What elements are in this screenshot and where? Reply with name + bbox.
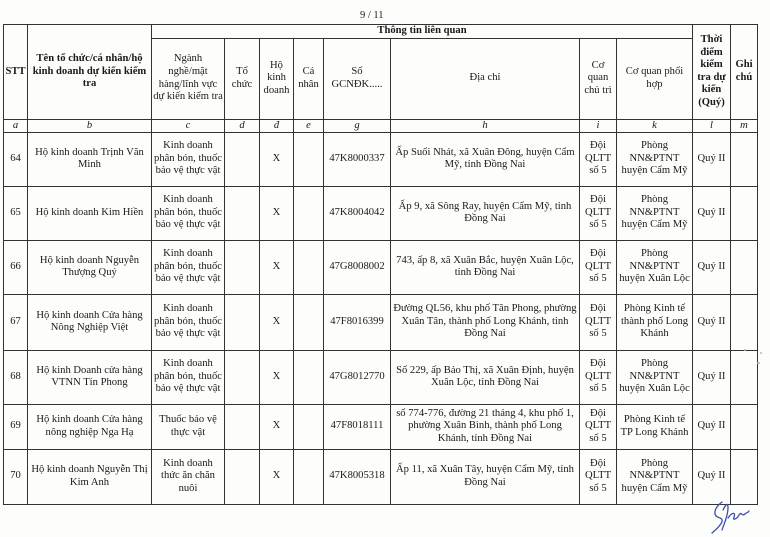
time-cell: Quý II xyxy=(693,132,731,186)
stt-cell: 67 xyxy=(4,294,28,350)
to-chuc-cell xyxy=(225,404,260,449)
address-cell: 743, ấp 8, xã Xuân Bắc, huyện Xuân Lộc, tỉnh Đồng Nai xyxy=(391,240,580,294)
header-note: Ghi chú xyxy=(731,25,758,120)
name-cell: Hộ kinh Doanh cửa hàng VTNN Tín Phong xyxy=(28,350,152,404)
header-to-chuc: Tổ chức xyxy=(225,38,260,119)
table-row xyxy=(4,186,758,240)
field-cell: Kinh doanh phân bón, thuốc bảo vệ thực vật xyxy=(152,294,225,350)
col-letter: g xyxy=(324,119,391,132)
header-ho-kinh-doanh: Hộ kinh doanh xyxy=(260,38,294,119)
address-cell: Đường QL56, khu phố Tân Phong, phường Xuân Tân, thành phố Long Khánh, tỉnh Đồng Nai xyxy=(391,294,580,350)
coop-agency-cell: Phòng NN&PTNT huyện Cẩm Mỹ xyxy=(617,186,693,240)
scan-speck xyxy=(757,362,760,364)
table-row xyxy=(4,350,758,404)
note-cell xyxy=(731,240,758,294)
field-cell: Kinh doanh phân bón, thuốc bảo vệ thực vật xyxy=(152,350,225,404)
page-number: 9 / 11 xyxy=(360,10,384,21)
header-related-info: Thông tin liên quan xyxy=(152,25,693,39)
coop-agency-cell: Phòng NN&PTNT huyện Cẩm Mỹ xyxy=(617,449,693,504)
name-cell: Hộ kinh doanh Nguyễn Thượng Quý xyxy=(28,240,152,294)
time-cell: Quý II xyxy=(693,404,731,449)
ho-kinh-doanh-cell: X xyxy=(260,132,294,186)
note-cell xyxy=(731,294,758,350)
col-letter: k xyxy=(617,119,693,132)
gcndk-cell: 47G8012770 xyxy=(324,350,391,404)
header-time: Thời điểm kiểm tra dự kiến (Quý) xyxy=(693,25,731,120)
lead-agency-cell: Đội QLTT số 5 xyxy=(580,294,617,350)
gcndk-cell: 47K8005318 xyxy=(324,449,391,504)
table-row xyxy=(4,449,758,504)
ho-kinh-doanh-cell: X xyxy=(260,240,294,294)
col-letter: i xyxy=(580,119,617,132)
name-cell: Hộ kinh doanh Kim Hiền xyxy=(28,186,152,240)
col-letter: l xyxy=(693,119,731,132)
note-cell xyxy=(731,132,758,186)
header-field: Ngành nghề/mặt hàng/lĩnh vực dự kiến kiểm tra xyxy=(152,38,225,119)
table-row xyxy=(4,132,758,186)
table-row xyxy=(4,294,758,350)
name-cell: Hộ kinh doanh Nguyễn Thị Kim Anh xyxy=(28,449,152,504)
stt-cell: 69 xyxy=(4,404,28,449)
to-chuc-cell xyxy=(225,294,260,350)
field-cell: Kinh doanh phân bón, thuốc bảo vệ thực vật xyxy=(152,132,225,186)
to-chuc-cell xyxy=(225,132,260,186)
ca-nhan-cell xyxy=(294,132,324,186)
field-cell: Thuốc bảo vệ thực vật xyxy=(152,404,225,449)
lead-agency-cell: Đội QLTT số 5 xyxy=(580,132,617,186)
scan-speck xyxy=(760,352,762,354)
lead-agency-cell: Đội QLTT số 5 xyxy=(580,240,617,294)
header-ca-nhan: Cá nhân xyxy=(294,38,324,119)
note-cell xyxy=(731,186,758,240)
field-cell: Kinh doanh phân bón, thuốc bảo vệ thực vật xyxy=(152,186,225,240)
note-cell xyxy=(731,350,758,404)
note-cell xyxy=(731,449,758,504)
address-cell: Ấp Suối Nhát, xã Xuân Đông, huyện Cẩm Mỹ, tỉnh Đồng Nai xyxy=(391,132,580,186)
ho-kinh-doanh-cell: X xyxy=(260,294,294,350)
ho-kinh-doanh-cell: X xyxy=(260,449,294,504)
to-chuc-cell xyxy=(225,240,260,294)
name-cell: Hộ kinh doanh Cửa hàng nông nghiệp Nga Hạ xyxy=(28,404,152,449)
lead-agency-cell: Đội QLTT số 5 xyxy=(580,404,617,449)
header-stt: STT xyxy=(4,25,28,120)
col-letter: b xyxy=(28,119,152,132)
stt-cell: 65 xyxy=(4,186,28,240)
coop-agency-cell: Phòng Kinh tế thành phố Long Khánh xyxy=(617,294,693,350)
address-cell: số 774-776, đường 21 tháng 4, khu phố 1, phường Xuân Bình, thành phố Long Khánh, tỉnh Đồng Nai xyxy=(391,404,580,449)
name-cell: Hộ kinh doanh Cửa hàng Nông Nghiệp Việt xyxy=(28,294,152,350)
col-letter: m xyxy=(731,119,758,132)
time-cell: Quý II xyxy=(693,186,731,240)
ca-nhan-cell xyxy=(294,294,324,350)
table-row xyxy=(4,240,758,294)
header-address: Địa chỉ xyxy=(391,38,580,119)
header-name: Tên tổ chức/cá nhân/hộ kinh doanh dự kiến kiểm tra xyxy=(28,25,152,120)
stt-cell: 70 xyxy=(4,449,28,504)
col-letter: đ xyxy=(260,119,294,132)
header-lead-agency: Cơ quan chủ trì xyxy=(580,38,617,119)
gcndk-cell: 47F8018111 xyxy=(324,404,391,449)
col-letter: c xyxy=(152,119,225,132)
header-gcndk: Số GCNĐK..... xyxy=(324,38,391,119)
lead-agency-cell: Đội QLTT số 5 xyxy=(580,449,617,504)
column-letter-row xyxy=(4,119,758,132)
time-cell: Quý II xyxy=(693,294,731,350)
address-cell: Ấp 11, xã Xuân Tây, huyện Cẩm Mỹ, tỉnh Đồng Nai xyxy=(391,449,580,504)
ca-nhan-cell xyxy=(294,350,324,404)
gcndk-cell: 47K8000337 xyxy=(324,132,391,186)
lead-agency-cell: Đội QLTT số 5 xyxy=(580,350,617,404)
lead-agency-cell: Đội QLTT số 5 xyxy=(580,186,617,240)
header-coop-agency: Cơ quan phối hợp xyxy=(617,38,693,119)
to-chuc-cell xyxy=(225,449,260,504)
inspection-table xyxy=(3,24,758,505)
ho-kinh-doanh-cell: X xyxy=(260,404,294,449)
to-chuc-cell xyxy=(225,350,260,404)
stt-cell: 68 xyxy=(4,350,28,404)
scan-speck xyxy=(744,349,746,351)
col-letter: d xyxy=(225,119,260,132)
gcndk-cell: 47K8004042 xyxy=(324,186,391,240)
coop-agency-cell: Phòng NN&PTNT huyện Xuân Lộc xyxy=(617,350,693,404)
note-cell xyxy=(731,404,758,449)
stt-cell: 66 xyxy=(4,240,28,294)
stt-cell: 64 xyxy=(4,132,28,186)
ca-nhan-cell xyxy=(294,404,324,449)
time-cell: Quý II xyxy=(693,449,731,504)
address-cell: Ấp 9, xã Sông Ray, huyện Cẩm Mỹ, tỉnh Đồng Nai xyxy=(391,186,580,240)
gcndk-cell: 47F8016399 xyxy=(324,294,391,350)
field-cell: Kinh doanh thức ăn chăn nuôi xyxy=(152,449,225,504)
ho-kinh-doanh-cell: X xyxy=(260,186,294,240)
col-letter: a xyxy=(4,119,28,132)
coop-agency-cell: Phòng NN&PTNT huyện Xuân Lộc xyxy=(617,240,693,294)
ho-kinh-doanh-cell: X xyxy=(260,350,294,404)
table-row xyxy=(4,404,758,449)
to-chuc-cell xyxy=(225,186,260,240)
name-cell: Hộ kinh doanh Trịnh Văn Minh xyxy=(28,132,152,186)
ca-nhan-cell xyxy=(294,186,324,240)
signature xyxy=(708,498,753,536)
col-letter: h xyxy=(391,119,580,132)
time-cell: Quý II xyxy=(693,350,731,404)
time-cell: Quý II xyxy=(693,240,731,294)
ca-nhan-cell xyxy=(294,240,324,294)
ca-nhan-cell xyxy=(294,449,324,504)
field-cell: Kinh doanh phân bón, thuốc bảo vệ thực vật xyxy=(152,240,225,294)
address-cell: Số 229, ấp Bảo Thị, xã Xuân Định, huyện Xuân Lộc, tỉnh Đồng Nai xyxy=(391,350,580,404)
gcndk-cell: 47G8008002 xyxy=(324,240,391,294)
coop-agency-cell: Phòng Kinh tế TP Long Khánh xyxy=(617,404,693,449)
col-letter: e xyxy=(294,119,324,132)
coop-agency-cell: Phòng NN&PTNT huyện Cẩm Mỹ xyxy=(617,132,693,186)
